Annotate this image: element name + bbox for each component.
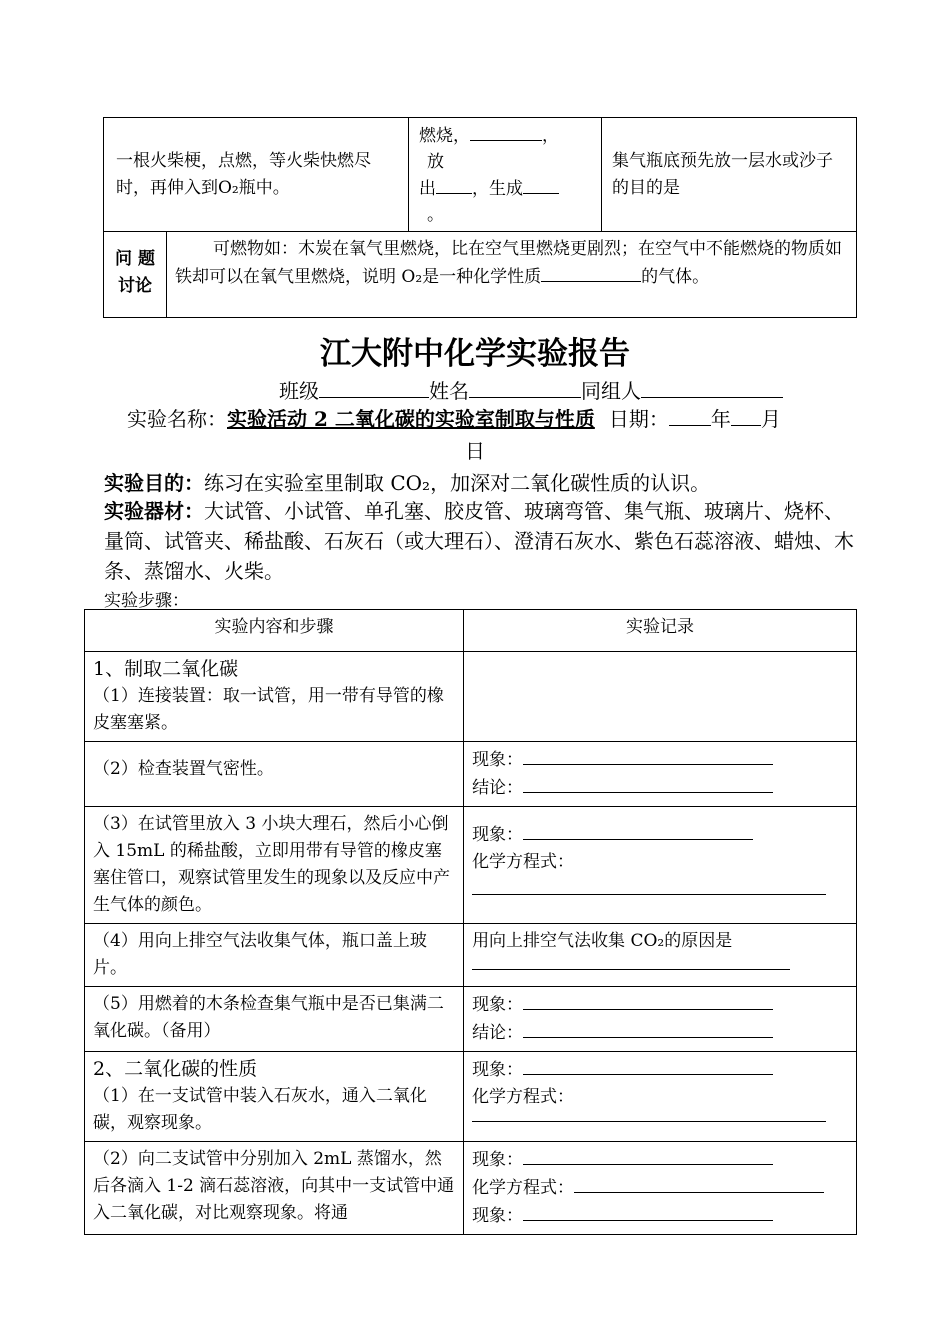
name-blank	[469, 379, 581, 398]
step-2-1: （1）在一支试管中装入石灰水，通入二氧化碳，观察现象。	[93, 1086, 427, 1133]
step-1-2: （2）检查装置气密性。	[85, 742, 464, 807]
discussion-label-1: 问 题	[115, 249, 155, 269]
top-table	[103, 117, 857, 318]
exp-name: 实验活动 2 二氧化碳的实验室制取与性质	[227, 407, 595, 431]
steps-label: 实验步骤：	[104, 591, 189, 611]
steps-table	[84, 609, 857, 1235]
phenomenon-label: 现象：	[472, 995, 524, 1015]
step-2-2: （2）向二支试管中分别加入 2mL 蒸馏水，然后各滴入 1-2 滴石蕊溶液，向其中一支试管中通入二氧化碳，对比观察现象。将通	[85, 1142, 464, 1235]
report-title: 江大附中化学实验报告	[320, 336, 630, 372]
equation-blank	[472, 876, 826, 895]
record-burn: 燃烧，	[419, 126, 470, 146]
step-1-3: （3）在试管里放入 3 小块大理石，然后小心倒入 15mL 的稀盐酸，立即用带有导管的橡皮塞塞住管口，观察试管里发生的现象以及反应中产生气体的颜色。	[85, 807, 464, 924]
blank	[436, 175, 472, 194]
phenomenon-label: 现象：	[472, 1150, 524, 1170]
blank	[523, 1146, 773, 1165]
record-1-1	[464, 652, 857, 742]
record-generate: ，生成	[472, 179, 523, 199]
record-comma: ，	[542, 126, 559, 146]
top-record-cell	[409, 118, 602, 232]
equation-blank	[472, 1111, 826, 1122]
record-1-2	[464, 742, 857, 807]
reason-blank	[472, 955, 790, 970]
blank	[523, 1056, 773, 1075]
partner-label: 同组人	[581, 379, 641, 403]
record-release: 放	[427, 152, 444, 172]
purpose-text: 练习在实验室里制取 CO₂，加深对二氧化碳性质的认识。	[204, 471, 711, 495]
record-out: 出	[419, 179, 436, 199]
blank	[523, 175, 559, 194]
purpose-line	[104, 468, 854, 498]
step-1-5: （5）用燃着的木条检查集气瓶中是否已集满二氧化碳。（备用）	[85, 987, 464, 1052]
year-label: 年	[710, 407, 731, 431]
materials-block	[104, 496, 854, 586]
record-period: 。	[427, 205, 444, 225]
discussion-text-cell	[167, 232, 857, 318]
phenomenon-label: 现象：	[472, 750, 524, 770]
equation-label: 化学方程式：	[472, 1178, 575, 1198]
blank	[523, 821, 753, 840]
reason-label: 用向上排空气法收集 CO₂的原因是	[472, 931, 733, 951]
materials-label: 实验器材：	[104, 499, 204, 523]
step-1-1-cell	[85, 652, 464, 742]
equation-label: 化学方程式：	[472, 852, 575, 872]
header-right: 实验记录	[464, 610, 857, 652]
section-2-title: 2、二氧化碳的性质	[93, 1058, 258, 1080]
equation-label: 化学方程式：	[472, 1087, 575, 1107]
partner-blank	[641, 379, 783, 398]
step-1-4: （4）用向上排空气法收集气体，瓶口盖上玻片。	[85, 924, 464, 987]
exp-name-line	[127, 404, 781, 434]
discussion-label-2: 讨论	[118, 276, 152, 296]
day-label: 日	[465, 439, 485, 463]
blank	[523, 774, 773, 793]
exp-name-label: 实验名称：	[127, 407, 227, 431]
blank	[523, 1202, 773, 1221]
record-2-2	[464, 1142, 857, 1235]
class-label: 班级	[279, 379, 319, 403]
step-1-1: （1）连接装置：取一试管，用一带有导管的橡皮塞塞紧。	[93, 686, 444, 733]
discussion-label-cell	[104, 232, 167, 318]
discussion-text-2: 的气体。	[641, 267, 710, 287]
month-blank	[731, 407, 761, 426]
blank	[523, 746, 773, 765]
conclusion-label: 结论：	[472, 1023, 524, 1043]
year-blank	[669, 407, 711, 426]
name-label: 姓名	[429, 379, 469, 403]
top-note-text: 集气瓶底预先放一层水或沙子的目的是	[612, 151, 833, 198]
top-step-text: 一根火柴梗，点燃，等火柴快燃尽时，再伸入到O₂瓶中。	[116, 151, 371, 198]
blank	[574, 1174, 824, 1193]
record-2-1	[464, 1052, 857, 1142]
blank	[541, 263, 641, 282]
blank	[523, 991, 773, 1010]
discussion-text-1: 可燃物如：木炭在氧气里燃烧，比在空气里燃烧更剧烈；在空气中不能燃烧的物质如铁却可以在氧气里燃烧，说明 O₂是一种化学性质	[175, 239, 842, 287]
record-1-3	[464, 807, 857, 924]
class-blank	[319, 379, 429, 398]
top-note-cell	[602, 118, 857, 232]
blank	[523, 1019, 773, 1038]
section-1-title: 1、制取二氧化碳	[93, 658, 239, 680]
conclusion-label: 结论：	[472, 778, 524, 798]
phenomenon-label: 现象：	[472, 825, 524, 845]
phenomenon-label: 现象：	[472, 1060, 524, 1080]
date-label: 日期：	[608, 407, 669, 431]
record-1-4	[464, 924, 857, 987]
purpose-label: 实验目的：	[104, 471, 204, 495]
header-left: 实验内容和步骤	[85, 610, 464, 652]
phenomenon-label: 现象：	[472, 1206, 524, 1226]
record-1-5	[464, 987, 857, 1052]
step-2-1-cell	[85, 1052, 464, 1142]
month-label: 月	[760, 407, 781, 431]
blank	[470, 122, 542, 141]
materials-text: 大试管、小试管、单孔塞、胶皮管、玻璃弯管、集气瓶、玻璃片、烧杯、量筒、试管夹、稀盐酸、石灰石（或大理石）、澄清石灰水、紫色石蕊溶液、蜡烛、木条、蒸馏水、火柴。	[104, 499, 854, 583]
top-step-cell	[104, 118, 409, 232]
class-line	[279, 376, 783, 406]
